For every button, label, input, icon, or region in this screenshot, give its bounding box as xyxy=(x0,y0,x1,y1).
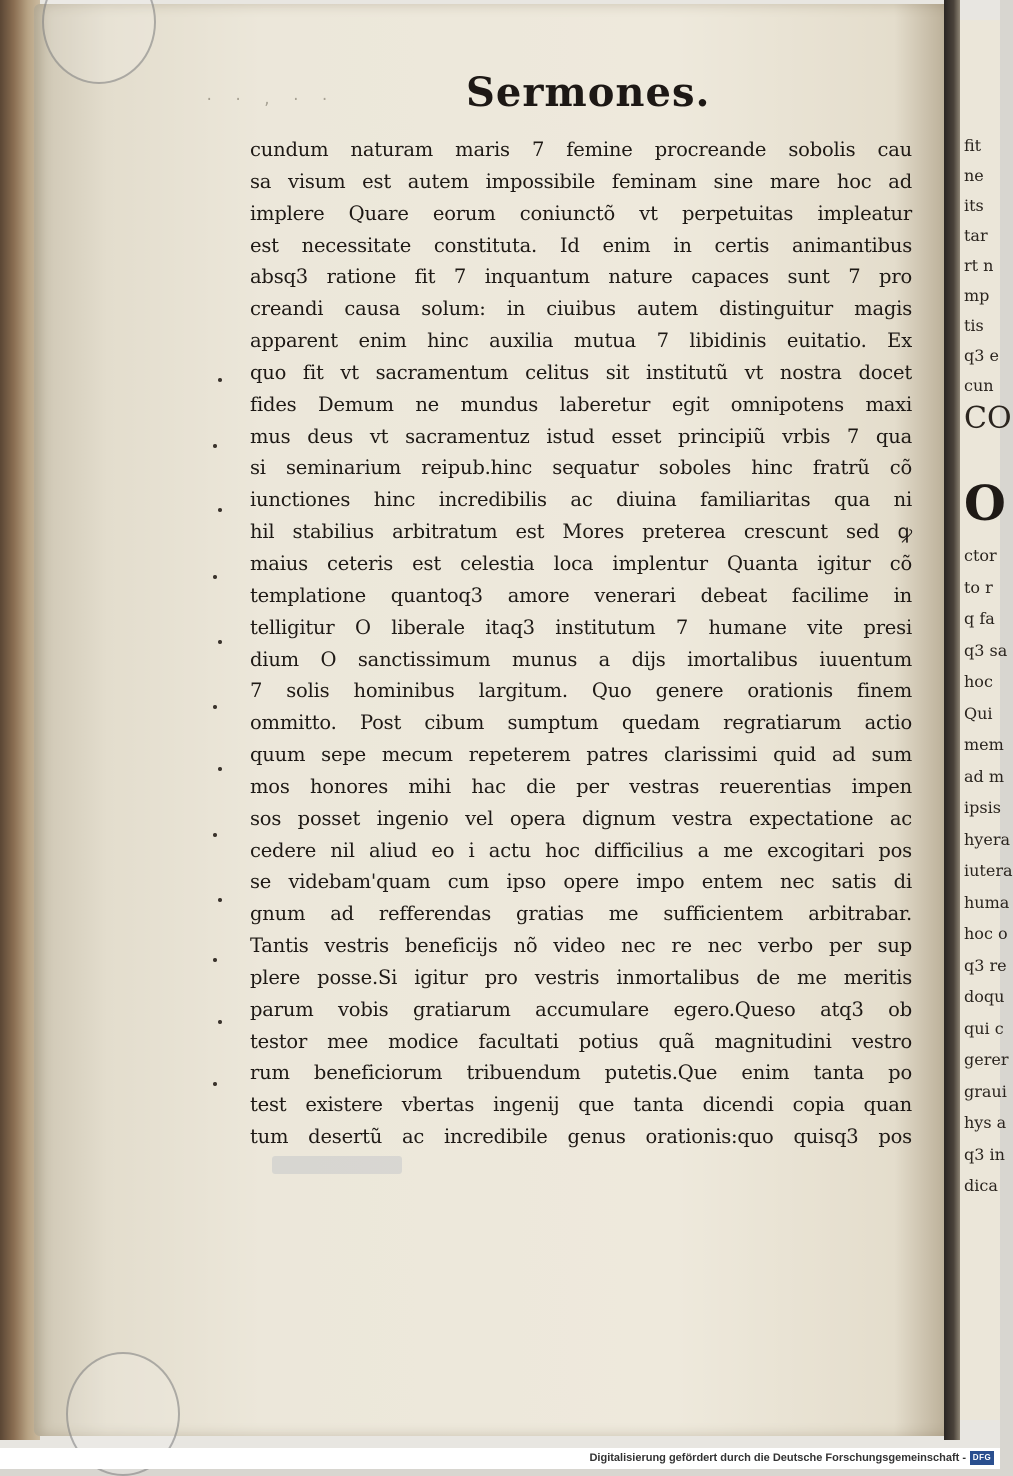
binding-dot xyxy=(218,640,222,644)
facing-line: mem xyxy=(964,735,1004,754)
facing-line: doqu xyxy=(964,987,1005,1006)
text-line: implere Quare eorum coniunctõ vt perpetuitas impleatur xyxy=(250,201,912,225)
facing-page xyxy=(960,20,1013,1420)
text-line: fides Demum ne mundus laberetur egit omnipotens maxi xyxy=(250,392,912,416)
facing-line: hoc xyxy=(964,672,993,691)
text-line: test existere vbertas ingenij que tanta dicendi copia quan xyxy=(250,1093,912,1117)
text-line: si seminarium reipub.hinc sequatur soboles hinc fratrũ cõ xyxy=(250,456,912,480)
text-line: hil stabilius arbitratum est Mores preterea crescunt sed ꝙ xyxy=(250,520,912,544)
facing-line: iutera xyxy=(964,861,1013,880)
text-line: est necessitate constituta. Id enim in certis animantibus xyxy=(250,233,912,257)
facing-line: mp xyxy=(964,286,990,305)
facing-line: q3 sa xyxy=(964,640,1008,660)
facing-line: q fa xyxy=(964,609,995,628)
facing-line: tis xyxy=(964,316,984,335)
facing-line: ctor xyxy=(964,546,997,565)
binding-dot xyxy=(218,378,222,382)
facing-line: rt n xyxy=(964,256,994,275)
facing-line: dica xyxy=(964,1176,998,1195)
text-line: quo fit vt sacramentum celitus sit institutũ vt nostra docet xyxy=(250,360,912,384)
facing-line: tar xyxy=(964,226,988,245)
running-head: Sermones. xyxy=(466,69,711,116)
binding-dot xyxy=(218,898,222,902)
text-line: maius ceteris est celestia loca implentur Quanta igitur cõ xyxy=(250,551,912,575)
facing-line: q3 in xyxy=(964,1144,1005,1164)
facing-line: hoc o xyxy=(964,924,1008,943)
facing-line: qui c xyxy=(964,1018,1004,1038)
binding-dot xyxy=(218,767,222,771)
text-line: tum desertũ ac incredibile genus orationis:quo quisq3 pos xyxy=(250,1125,912,1149)
text-line: dium O sanctissimum munus a dijs imortalibus iuuentum xyxy=(250,647,912,671)
facing-line: gerer xyxy=(964,1050,1009,1069)
text-line: gnum ad refferendas gratias me sufficientem arbitrabar. xyxy=(250,902,912,926)
facing-line: ad m xyxy=(964,766,1005,786)
text-line: 7 solis hominibus largitum. Quo genere orationis finem xyxy=(250,679,912,703)
text-line: apparent enim hinc auxilia mutua 7 libidinis euitatio. Ex xyxy=(250,329,912,353)
footer-bar xyxy=(0,1448,1000,1469)
text-line: ommitto. Post cibum sumptum quedam regratiarum actio xyxy=(250,711,912,735)
text-line: absq3 ratione fit 7 inquantum nature capaces sunt 7 pro xyxy=(250,265,912,289)
facing-line: cun xyxy=(964,376,994,395)
dfg-logo: DFG xyxy=(970,1451,994,1465)
facing-line: huma xyxy=(964,892,1010,912)
facing-line: to r xyxy=(964,577,993,597)
text-line: Tantis vestris beneficijs nõ video nec re nec verbo per sup xyxy=(250,934,912,958)
facing-line: q3 re xyxy=(964,955,1007,975)
text-line: sos posset ingenio vel opera dignum vestra expectatione ac xyxy=(250,806,912,830)
binding-dot xyxy=(218,1020,222,1024)
binding-dot xyxy=(213,705,217,709)
body-text xyxy=(250,134,912,1153)
binding-dot xyxy=(213,444,217,448)
text-line: telligitur O liberale itaq3 institutum 7 humane vite presi xyxy=(250,615,912,639)
facing-word: CO xyxy=(964,401,1012,436)
ink-specks: · · , · · xyxy=(205,92,335,108)
text-line: cedere nil aliud eo i actu hoc difficilius a me excogitari pos xyxy=(250,838,912,862)
binding-dot xyxy=(213,575,217,579)
text-line: creandi causa solum: in ciuibus autem distinguitur magis xyxy=(250,297,912,321)
text-line: quum sepe mecum repeterem patres clarissimi quid ad sum xyxy=(250,743,912,767)
facing-line: graui xyxy=(964,1081,1007,1101)
facing-line: fit xyxy=(964,136,982,155)
text-line: templatione quantoq3 amore venerari debeat facilime in xyxy=(250,583,912,607)
text-line: testor mee modice facultati potius quã magnitudini vestro xyxy=(250,1029,912,1053)
facing-line: ipsis xyxy=(964,798,1001,817)
gutter xyxy=(944,0,960,1440)
text-line: se videbam'quam cum ipso opere impo entem nec satis di xyxy=(250,870,912,894)
text-line: rum beneficiorum tribuendum putetis.Que enim tanta po xyxy=(250,1061,912,1085)
text-line: parum vobis gratiarum accumulare egero.Queso atq3 ob xyxy=(250,997,912,1021)
text-line: cundum naturam maris 7 femine procreande sobolis cau xyxy=(250,138,912,161)
facing-line: hys a xyxy=(964,1113,1007,1132)
binding-dot xyxy=(213,833,217,837)
text-line: iunctiones hinc incredibilis ac diuina familiaritas qua ni xyxy=(250,488,912,512)
binding-dot xyxy=(218,508,222,512)
facing-line: ne xyxy=(964,166,984,185)
facing-line: q3 e xyxy=(964,346,999,365)
facing-line: Qui xyxy=(964,703,993,723)
binding-dot xyxy=(213,1082,217,1086)
facing-line: its xyxy=(964,196,984,215)
bleed-through xyxy=(272,1156,402,1174)
text-line: sa visum est autem impossibile feminam sine mare hoc ad xyxy=(250,169,912,193)
text-line: mos honores mihi hac die per vestras reuerentias impen xyxy=(250,774,912,798)
facing-line: hyera xyxy=(964,829,1010,849)
facing-initial: O xyxy=(964,476,1006,532)
binding-dot xyxy=(213,958,217,962)
text-line: plere posse.Si igitur pro vestris inmortalibus de me meritis xyxy=(250,965,912,989)
footer-credit: Digitalisierung gefördert durch die Deutsche Forschungsgemeinschaft - xyxy=(589,1452,966,1464)
text-line: mus deus vt sacramentuz istud esset principiũ vrbis 7 qua xyxy=(250,424,912,448)
